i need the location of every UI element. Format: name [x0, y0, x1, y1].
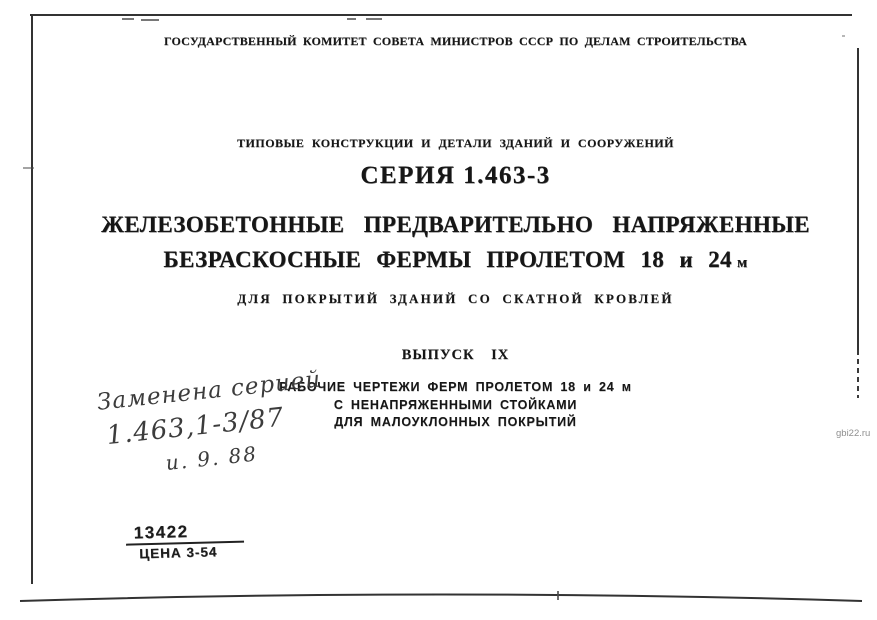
price-label: ЦЕНА 3-54 — [139, 544, 218, 562]
handwritten-note-line3: и. 9. 88 — [164, 441, 260, 476]
scan-speck — [366, 18, 382, 20]
handwritten-note-line2: 1.463,1-3/87 — [105, 402, 286, 452]
scan-speck — [122, 18, 134, 20]
price-stamp — [126, 520, 257, 561]
issue-contents-line2: С НЕНАПРЯЖЕННЫМИ СТОЙКАМИ — [333, 397, 578, 412]
main-title-line2-text: БЕЗРАСКОСНЫЕ ФЕРМЫ ПРОЛЕТОМ 18 и 24 — [163, 247, 732, 272]
issuing-authority: ГОСУДАРСТВЕННЫЙ КОМИТЕТ СОВЕТА МИНИСТРОВ СССР ПО ДЕЛАМ СТРОИТЕЛЬСТВА — [163, 34, 748, 48]
scan-speck — [557, 591, 559, 600]
collection-caption: ТИПОВЫЕ КОНСТРУКЦИИ И ДЕТАЛИ ЗДАНИЙ И СООРУЖЕНИЙ — [237, 136, 674, 150]
scan-speck — [347, 18, 356, 20]
handwritten-note-line1: Заменена серией — [95, 366, 323, 416]
main-title-line1: ЖЕЛЕЗОБЕТОННЫЕ ПРЕДВАРИТЕЛЬНО НАПРЯЖЕННЫЕ — [101, 212, 810, 237]
main-title-line2 — [33, 247, 877, 273]
issue-contents-line1: РАБОЧИЕ ЧЕРТЕЖИ ФЕРМ ПРОЛЕТОМ 18 и 24 м — [279, 380, 632, 394]
catalog-number: 13422 — [133, 522, 189, 543]
series-number: СЕРИЯ 1.463-3 — [360, 162, 551, 189]
site-watermark: gbi22.ru — [836, 428, 871, 439]
issue-contents-line3: ДЛЯ МАЛОУКЛОННЫХ ПОКРЫТИЙ — [334, 415, 577, 429]
scan-speck — [141, 19, 159, 21]
page-top-edge-line — [30, 14, 852, 16]
main-title-unit: м — [736, 255, 748, 271]
subtitle: ДЛЯ ПОКРЫТИЙ ЗДАНИЙ СО СКАТНОЙ КРОВЛЕЙ — [237, 291, 674, 306]
issue-number: ВЫПУСК IX — [401, 347, 510, 363]
